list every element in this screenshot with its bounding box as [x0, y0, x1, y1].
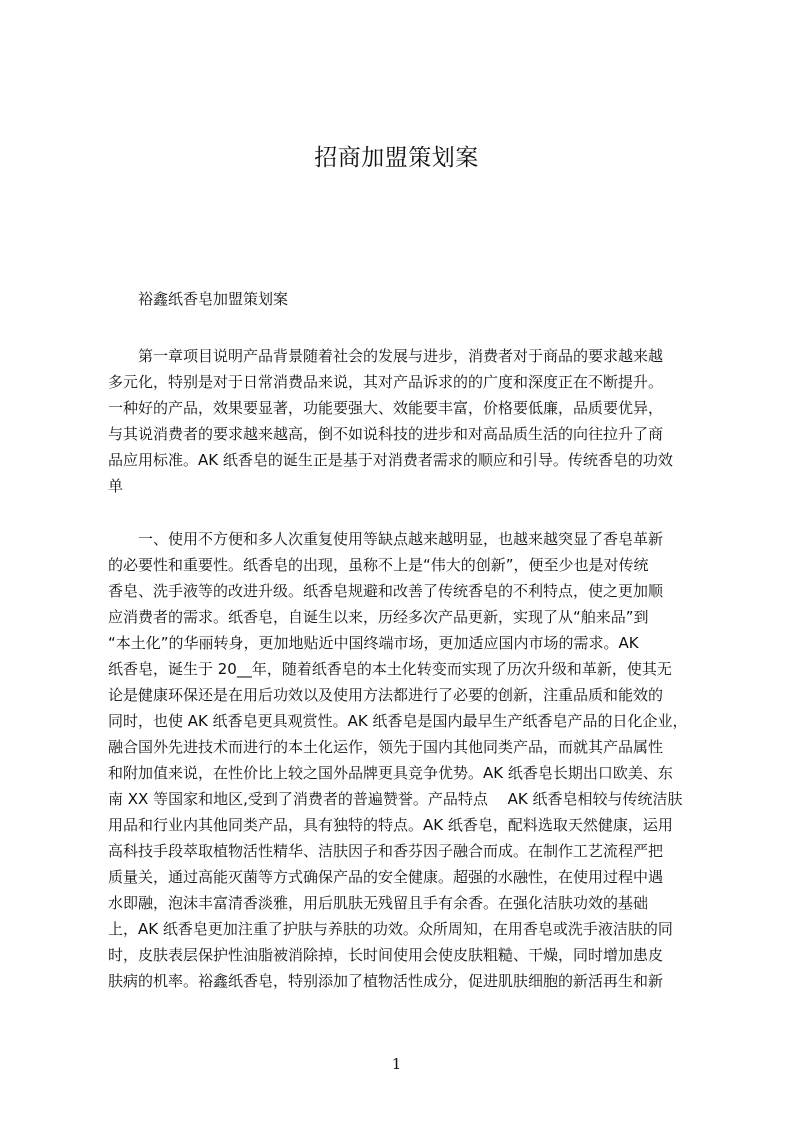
- document-subtitle: 裕鑫纸香皂加盟策划案: [138, 290, 289, 308]
- paragraph-line: 第一章项目说明产品背景随着社会的发展与进步，消费者对于商品的要求越来越: [108, 347, 664, 365]
- paragraph-line: 和附加值来说，在性价比上较之国外品牌更具竞争优势。AK 纸香皂长期出口欧美、东: [108, 764, 673, 782]
- paragraph-line: 香皂、洗手液等的改进升级。纸香皂规避和改善了传统香皂的不利特点，使之更加顺: [108, 582, 664, 600]
- paragraph-line: “本土化”的华丽转身，更加地贴近中国终端市场，更加适应国内市场的需求。AK: [108, 634, 639, 652]
- page-number: 1: [391, 1055, 402, 1073]
- paragraph-line: 肤病的机率。裕鑫纸香皂，特别添加了植物活性成分，促进肌肤细胞的新活再生和新: [108, 972, 664, 990]
- paragraph-line: 水即融，泡沫丰富清香淡雅，用后肌肤无残留且手有余香。在强化洁肤功效的基础: [108, 894, 649, 912]
- paragraph-project-background: [108, 343, 698, 499]
- paragraph-line: 质量关，通过高能灭菌等方式确保产品的安全健康。超强的水融性，在使用过程中遇: [108, 868, 664, 886]
- paragraph-product-features: [108, 526, 698, 994]
- paragraph-line: 论是健康环保还是在用后功效以及使用方法都进行了必要的创新，注重品质和能效的: [108, 686, 664, 704]
- paragraph-line: 同时，也使 AK 纸香皂更具观赏性。AK 纸香皂是国内最早生产纸香皂产品的日化企业，: [108, 712, 688, 730]
- paragraph-line: 应消费者的需求。纸香皂，自诞生以来，历经多次产品更新，实现了从“舶来品”到: [108, 608, 649, 626]
- paragraph-line: 一种好的产品，效果要显著，功能要强大、效能要丰富，价格要低廉，品质要优异，: [108, 399, 664, 417]
- paragraph-line: 融合国外先进技术而进行的本土化运作，领先于国内其他同类产品，而就其产品属性: [108, 738, 664, 756]
- paragraph-line: 与其说消费者的要求越来越高，倒不如说科技的进步和对高品质生活的向往拉升了商: [108, 425, 664, 443]
- paragraph-line: 纸香皂，诞生于 20__年，随着纸香皂的本土化转变而实现了历次升级和革新，使其无: [108, 660, 672, 678]
- paragraph-line: 多元化，特别是对于日常消费品来说，其对产品诉求的的广度和深度正在不断提升。: [108, 373, 664, 391]
- paragraph-line: 单: [108, 477, 124, 495]
- paragraph-line: 品应用标准。AK 纸香皂的诞生正是基于对消费者需求的顺应和引导。传统香皂的功效: [108, 451, 673, 469]
- paragraph-line: 南 XX 等国家和地区,受到了消费者的普遍赞誉。产品特点 AK 纸香皂相较与传统洁肤: [108, 790, 683, 808]
- paragraph-line: 用品和行业内其他同类产品，具有独特的特点。AK 纸香皂，配料选取天然健康，运用: [108, 816, 673, 834]
- paragraph-line: 一、使用不方便和多人次重复使用等缺点越来越明显，也越来越突显了香皂革新: [108, 530, 664, 548]
- paragraph-line: 的必要性和重要性。纸香皂的出现，虽称不上是“伟大的创新”，便至少也是对传统: [108, 556, 649, 574]
- paragraph-line: 高科技手段萃取植物活性精华、洁肤因子和香芬因子融合而成。在制作工艺流程严把: [108, 842, 664, 860]
- paragraph-line: 上，AK 纸香皂更加注重了护肤与养肤的功效。众所周知，在用香皂或洗手液洁肤的同: [108, 920, 673, 938]
- document-title: 招商加盟策划案: [314, 145, 479, 171]
- paragraph-line: 时，皮肤表层保护性油脂被消除掉，长时间使用会使皮肤粗糙、干燥，同时增加患皮: [108, 946, 664, 964]
